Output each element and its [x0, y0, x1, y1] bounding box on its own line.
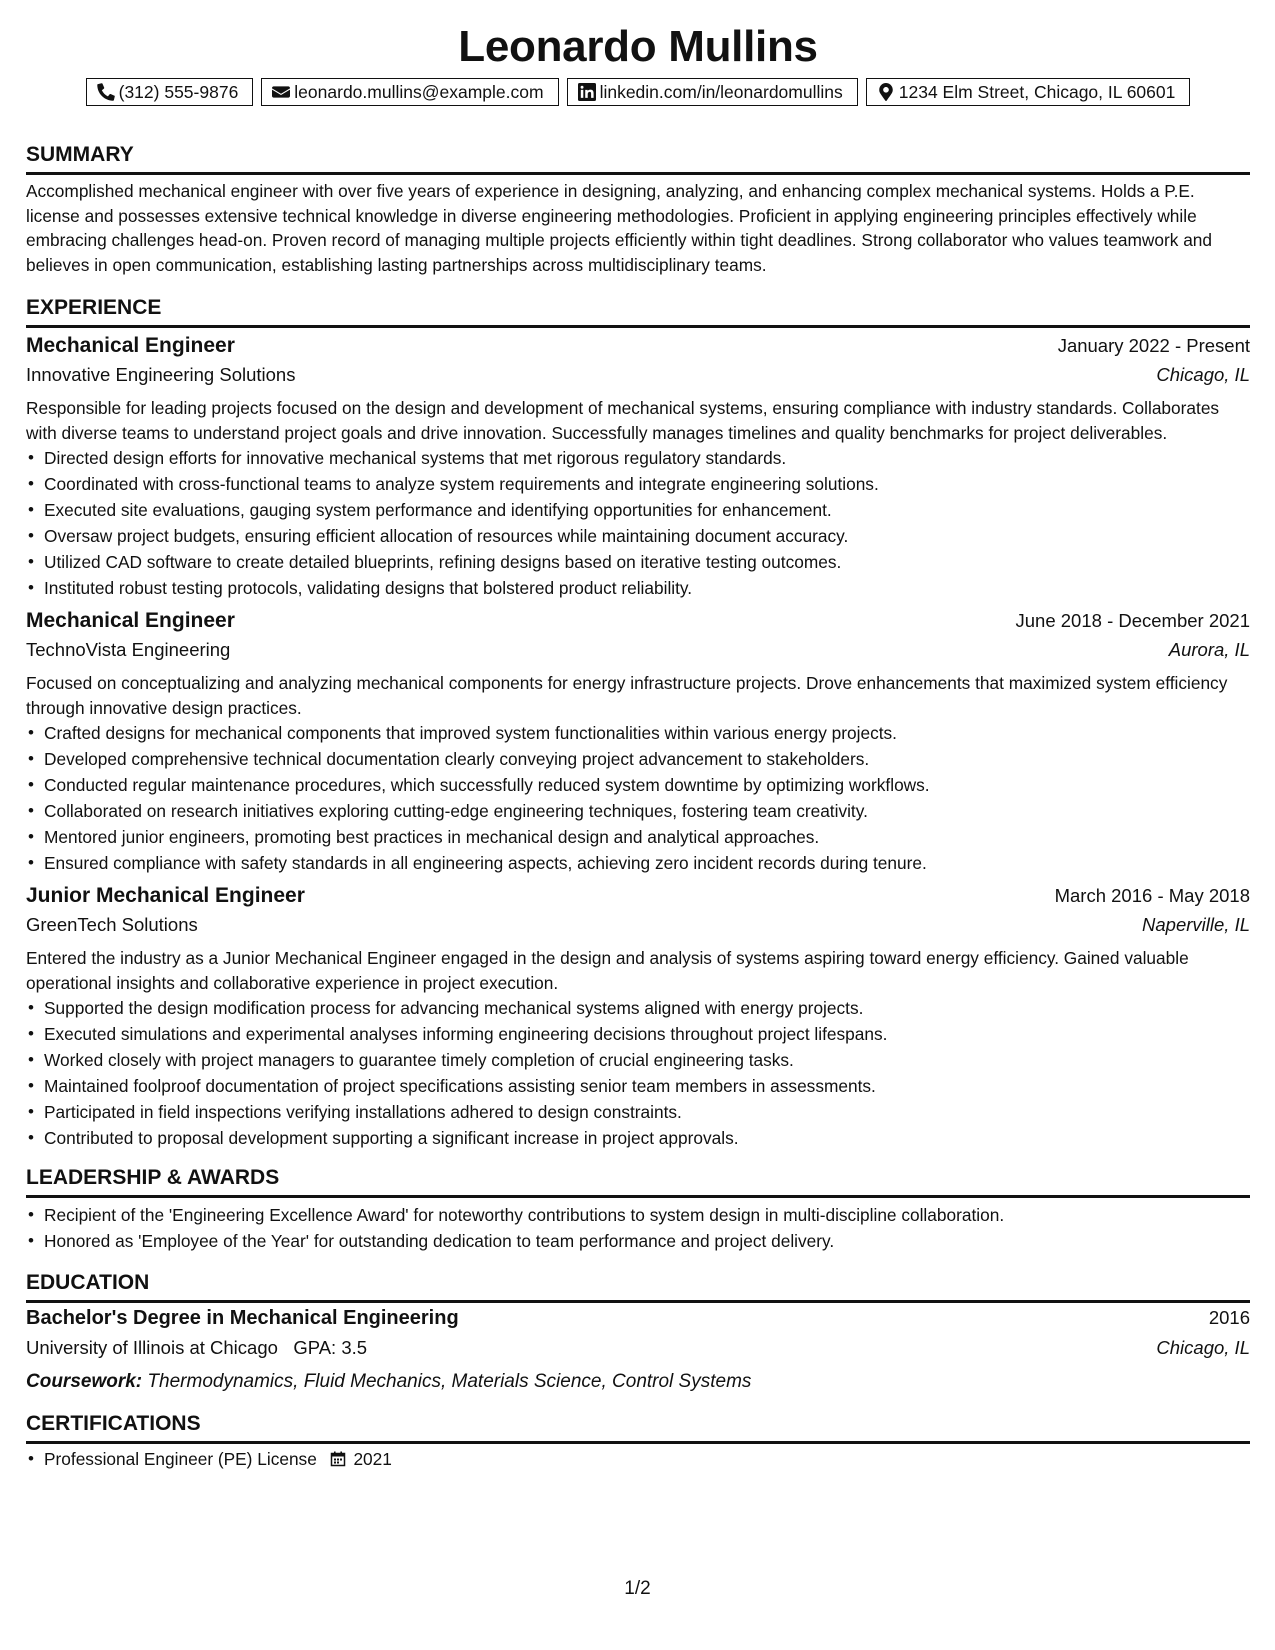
list-item: • Worked closely with project managers to guarantee timely completion of crucial engineering tasks. — [44, 1047, 1250, 1073]
coursework — [26, 1367, 1250, 1397]
job-description: Responsible for leading projects focused on the design and development of mechanical systems, ensuring compliance with industry standards. Collaborates with diverse teams to understand project goals and drive innovation. Successfully manages timelines and quality benchmarks for project deliverables. — [26, 398, 1220, 443]
gpa: GPA: 3.5 — [293, 1337, 368, 1358]
summary-section — [26, 142, 1250, 277]
section-heading: LEADERSHIP & AWARDS — [26, 1166, 280, 1189]
list-item: • Coordinated with cross-functional teams to analyze system requirements and integrate engineering solutions. — [44, 471, 1250, 497]
experience-section — [26, 295, 1250, 1151]
certification-name: Professional Engineer (PE) License — [44, 1449, 317, 1469]
graduation-year: 2016 — [1208, 1307, 1250, 1328]
candidate-name: Leonardo Mullins — [458, 22, 818, 71]
list-item: • Mentored junior engineers, promoting best practices in mechanical design and analytical approaches. — [44, 824, 1250, 850]
degree-title: Bachelor's Degree in Mechanical Engineering — [26, 1307, 459, 1329]
contact-phone — [86, 78, 254, 106]
section-divider — [26, 325, 1250, 328]
list-item: • Oversaw project budgets, ensuring efficient allocation of resources while maintaining document accuracy. — [44, 523, 1250, 549]
job-title: Junior Mechanical Engineer — [26, 884, 305, 907]
contact-linkedin-text: linkedin.com/in/leonardomullins — [599, 81, 843, 102]
award-list — [26, 1202, 1250, 1254]
list-item: • Maintained foolproof documentation of project specifications assisting senior team members in assessments. — [44, 1073, 1250, 1099]
section-heading: EDUCATION — [26, 1271, 150, 1294]
list-item: • Supported the design modification process for advancing mechanical systems aligned with energy projects. — [44, 995, 1250, 1021]
list-item: • Honored as 'Employee of the Year' for outstanding dedication to team performance and project delivery. — [44, 1228, 1250, 1254]
envelope-icon — [272, 83, 290, 101]
certification-list — [26, 1446, 1250, 1472]
contact-linkedin[interactable] — [567, 78, 858, 106]
linkedin-icon — [578, 83, 596, 101]
resume-page — [26, 0, 1250, 1472]
company-name: GreenTech Solutions — [26, 914, 198, 935]
job-title: Mechanical Engineer — [26, 609, 235, 632]
list-item: • Developed comprehensive technical documentation clearly conveying project advancement to stakeholders. — [44, 746, 1250, 772]
section-divider — [26, 172, 1250, 175]
list-item: • Contributed to proposal development supporting a significant increase in project approvals. — [44, 1125, 1250, 1151]
list-item: • Participated in field inspections verifying installations adhered to design constraints. — [44, 1099, 1250, 1125]
job-entry — [26, 884, 1250, 1151]
job-location: Aurora, IL — [1168, 639, 1250, 660]
phone-icon — [97, 83, 115, 101]
section-divider — [26, 1441, 1250, 1444]
certifications-section — [26, 1411, 1250, 1472]
leadership-section — [26, 1165, 1250, 1254]
map-pin-icon — [877, 83, 895, 101]
job-entry — [26, 334, 1250, 601]
job-dates: January 2022 - Present — [1057, 335, 1250, 356]
job-title: Mechanical Engineer — [26, 334, 235, 357]
list-item: • Instituted robust testing protocols, validating designs that bolstered product reliability. — [44, 575, 1250, 601]
education-section — [26, 1270, 1250, 1397]
job-dates: June 2018 - December 2021 — [1015, 610, 1250, 631]
job-location: Naperville, IL — [1142, 914, 1250, 935]
contact-email-text: leonardo.mullins@example.com — [294, 81, 544, 102]
summary-text: Accomplished mechanical engineer with over five years of experience in designing, analyzing, and enhancing complex mechanical systems. Holds a P.E. license and possesses extensive technical knowledge in diverse engineering methodologies. Proficient in applying engineering principles effectively while embracing challenges head-on. Proven record of managing multiple projects efficiently within tight deadlines. Strong collaborator who values teamwork and believes in open communication, establishing lasting partnerships across multidisciplinary teams. — [26, 181, 1213, 275]
job-bullets — [26, 445, 1250, 601]
contact-email[interactable] — [261, 78, 558, 106]
coursework-list: Thermodynamics, Fluid Mechanics, Materials Science, Control Systems — [147, 1371, 752, 1392]
job-description: Entered the industry as a Junior Mechanical Engineer engaged in the design and analysis of systems aspiring toward energy efficiency. Gained valuable operational insights and collaborative experience in project execution. — [26, 948, 1189, 993]
page-number: 1/2 — [624, 1578, 651, 1599]
list-item: • Conducted regular maintenance procedures, which successfully reduced system downtime by optimizing workflows. — [44, 772, 1250, 798]
company-name: Innovative Engineering Solutions — [26, 364, 296, 385]
job-description: Focused on conceptualizing and analyzing mechanical components for energy infrastructure projects. Drove enhancements that maximized system efficiency through innovative design practices. — [26, 673, 1228, 718]
list-item: • Executed site evaluations, gauging system performance and identifying opportunities for enhancement. — [44, 497, 1250, 523]
list-item — [44, 1446, 1250, 1472]
job-bullets — [26, 720, 1250, 876]
list-item: • Ensured compliance with safety standards in all engineering aspects, achieving zero incident records during tenure. — [44, 850, 1250, 876]
company-name: TechnoVista Engineering — [26, 639, 231, 660]
calendar-icon — [330, 1448, 346, 1464]
section-heading: EXPERIENCE — [26, 296, 162, 319]
section-heading: SUMMARY — [26, 143, 134, 166]
section-heading: CERTIFICATIONS — [26, 1412, 201, 1435]
job-bullets — [26, 995, 1250, 1151]
school-name: University of Illinois at Chicago — [26, 1337, 278, 1358]
section-divider — [26, 1195, 1250, 1198]
list-item: • Directed design efforts for innovative mechanical systems that met rigorous regulatory standards. — [44, 445, 1250, 471]
coursework-label: Coursework: — [26, 1371, 143, 1392]
list-item: • Crafted designs for mechanical components that improved system functionalities within various energy projects. — [44, 720, 1250, 746]
list-item: • Recipient of the 'Engineering Excellence Award' for noteworthy contributions to system design in multi-discipline collaboration. — [44, 1202, 1250, 1228]
list-item: • Executed simulations and experimental analyses informing engineering decisions throughout project lifespans. — [44, 1021, 1250, 1047]
school-location: Chicago, IL — [1156, 1337, 1250, 1358]
list-item: • Utilized CAD software to create detailed blueprints, refining designs based on iterative testing outcomes. — [44, 549, 1250, 575]
job-entry — [26, 609, 1250, 876]
section-divider — [26, 1300, 1250, 1303]
job-dates: March 2016 - May 2018 — [1054, 885, 1250, 906]
list-item: • Collaborated on research initiatives exploring cutting-edge engineering techniques, fostering team creativity. — [44, 798, 1250, 824]
contact-bar — [26, 78, 1250, 106]
contact-address-text: 1234 Elm Street, Chicago, IL 60601 — [898, 81, 1176, 102]
certification-year: 2021 — [353, 1449, 392, 1469]
contact-phone-text: (312) 555-9876 — [118, 81, 239, 102]
job-location: Chicago, IL — [1156, 364, 1250, 385]
contact-address — [866, 78, 1191, 106]
